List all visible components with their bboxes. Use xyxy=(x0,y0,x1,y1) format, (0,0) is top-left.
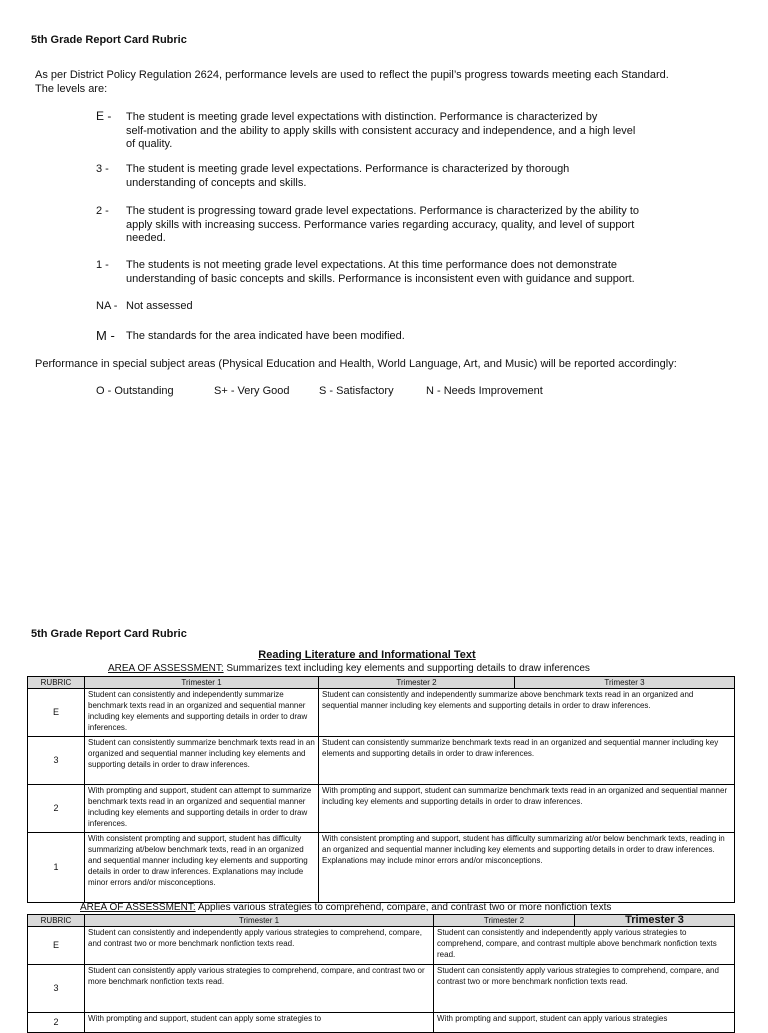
header-trimester-2: Trimester 2 xyxy=(434,915,575,927)
header-trimester-1: Trimester 1 xyxy=(85,915,434,927)
t23-cell: With consistent prompting and support, student has difficulty summarizing at/or below benchmark texts, reading in an organized and sequential manner including key elements and supporting details in order to draw inferences. Explanations may include minor errors and/or misconceptions. xyxy=(319,833,735,903)
level-key-na: NA - xyxy=(96,300,118,312)
scale-satisfactory: S - Satisfactory xyxy=(319,385,394,397)
rubric-cell: 2 xyxy=(28,785,85,833)
level-e-line: of quality. xyxy=(126,138,173,150)
table-row xyxy=(28,965,735,1013)
t3-cell: With prompting and support, student can apply various strategies xyxy=(434,1013,735,1033)
level-key-m: M - xyxy=(96,328,115,343)
page-title: 5th Grade Report Card Rubric xyxy=(31,34,187,46)
level-key-1: 1 - xyxy=(96,259,109,271)
table-row xyxy=(28,689,735,737)
level-desc-m: The standards for the area indicated have been modified. xyxy=(126,330,405,342)
header-trimester-2: Trimester 2 xyxy=(319,677,515,689)
table-row xyxy=(28,1013,735,1033)
scale-outstanding: O - Outstanding xyxy=(96,385,174,397)
area-of-assessment-1 xyxy=(108,663,590,674)
header-trimester-3: Trimester 3 xyxy=(515,677,735,689)
level-desc-na: Not assessed xyxy=(126,300,193,312)
level-1-line: The students is not meeting grade level expectations. At this time performance does not demonstrate xyxy=(126,259,617,271)
level-3-line: The student is meeting grade level expectations. Performance is characterized by thorough xyxy=(126,163,570,175)
rubric-cell: 3 xyxy=(28,737,85,785)
t23-cell: Student can consistently summarize benchmark texts read in an organized and sequential manner including key elements and supporting details in order to draw inferences. xyxy=(319,737,735,785)
table-header-row xyxy=(28,915,735,927)
level-e-line: The student is meeting grade level expectations with distinction. Performance is characterized by xyxy=(126,111,598,123)
t12-cell: Student can consistently and independently apply various strategies to comprehend, compare, and contrast two or more benchmark nonfiction texts read. xyxy=(85,927,434,965)
t3-cell: Student can consistently apply various strategies to comprehend, compare, and contrast two or more benchmark nonfiction texts read. xyxy=(434,965,735,1013)
level-desc-2 xyxy=(126,205,686,246)
level-e-line: self-motivation and the ability to apply skills with consistent accuracy and independence, and a high level xyxy=(126,124,636,137)
intro-line-1: As per District Policy Regulation 2624, performance levels are used to reflect the pupil’s progress towards meeting each Standard. xyxy=(35,69,669,81)
table-row xyxy=(28,833,735,903)
level-desc-3 xyxy=(126,163,686,190)
rubric-cell: 3 xyxy=(28,965,85,1013)
t12-cell: Student can consistently apply various strategies to comprehend, compare, and contrast two or more benchmark nonfiction texts read. xyxy=(85,965,434,1013)
rubric-cell: 1 xyxy=(28,833,85,903)
t23-cell: Student can consistently and independently summarize above benchmark texts read in an organized and sequential manner including key elements and supporting details in order to draw inferences. xyxy=(319,689,735,737)
rubric-cell: 2 xyxy=(28,1013,85,1033)
intro-paragraph xyxy=(35,69,735,96)
area-text: Summarizes text including key elements and supporting details to draw inferences xyxy=(223,663,590,674)
level-2-line: apply skills with increasing success. Performance varies regarding accuracy, quality, and level of support xyxy=(126,218,635,231)
level-key-3: 3 - xyxy=(96,163,109,175)
level-2-line: needed. xyxy=(126,232,166,244)
level-key-e: E - xyxy=(96,109,112,123)
area-label: AREA OF ASSESSMENT: xyxy=(108,663,224,674)
level-desc-e xyxy=(126,111,686,152)
t1-cell: With prompting and support, student can attempt to summarize benchmark texts read in an organized and sequential manner including key elements and supporting details in order to draw inferences. xyxy=(85,785,319,833)
level-3-line: understanding of concepts and skills. xyxy=(126,176,307,189)
intro-line-2: The levels are: xyxy=(35,82,108,95)
table-header-row xyxy=(28,677,735,689)
rubric-table-1 xyxy=(27,676,735,903)
table-row xyxy=(28,785,735,833)
scale-very-good: S+ - Very Good xyxy=(214,385,290,397)
rubric-table-2 xyxy=(27,914,735,1033)
area-label: AREA OF ASSESSMENT: xyxy=(80,902,196,913)
table-row xyxy=(28,927,735,965)
area-of-assessment-2 xyxy=(80,902,611,913)
t12-cell: With prompting and support, student can apply some strategies to xyxy=(85,1013,434,1033)
special-subjects-line: Performance in special subject areas (Physical Education and Health, World Language, Art, and Music) will be reported accordingly: xyxy=(35,358,677,370)
header-rubric: RUBRIC xyxy=(28,915,85,927)
scale-needs-improvement: N - Needs Improvement xyxy=(426,385,543,397)
area-text: Applies various strategies to comprehend, compare, and contrast two or more nonfiction texts xyxy=(195,902,612,913)
level-1-line: understanding of basic concepts and skills. Performance is inconsistent even with guidance and support. xyxy=(126,272,635,285)
t1-cell: Student can consistently and independently summarize benchmark texts read in an organized and sequential manner including key elements and supporting details in order to draw inferences. xyxy=(85,689,319,737)
header-trimester-3: Trimester 3 xyxy=(575,915,735,927)
table-row xyxy=(28,737,735,785)
level-2-line: The student is progressing toward grade level expectations. Performance is characterized by the ability to xyxy=(126,205,639,217)
header-rubric: RUBRIC xyxy=(28,677,85,689)
level-desc-1 xyxy=(126,259,686,286)
section-title: Reading Literature and Informational Text xyxy=(258,649,476,661)
t23-cell: With prompting and support, student can summarize benchmark texts read in an organized and sequential manner including key elements and supporting details in order to draw inferences. xyxy=(319,785,735,833)
t3-cell: Student can consistently and independently apply various strategies to comprehend, compare, and contrast multiple above benchmark nonfiction texts read. xyxy=(434,927,735,965)
header-trimester-1: Trimester 1 xyxy=(85,677,319,689)
rubric-cell: E xyxy=(28,927,85,965)
level-key-2: 2 - xyxy=(96,205,109,217)
rubric-cell: E xyxy=(28,689,85,737)
page2-title: 5th Grade Report Card Rubric xyxy=(31,628,187,640)
t1-cell: With consistent prompting and support, student has difficulty summarizing at/below benchmark texts, read in an organized and sequential manner including key elements and supporting details in order to draw inferences. Explanations may include minor errors and/or misconceptions. xyxy=(85,833,319,903)
t1-cell: Student can consistently summarize benchmark texts read in an organized and sequential manner including key elements and supporting details in order to draw inferences. xyxy=(85,737,319,785)
